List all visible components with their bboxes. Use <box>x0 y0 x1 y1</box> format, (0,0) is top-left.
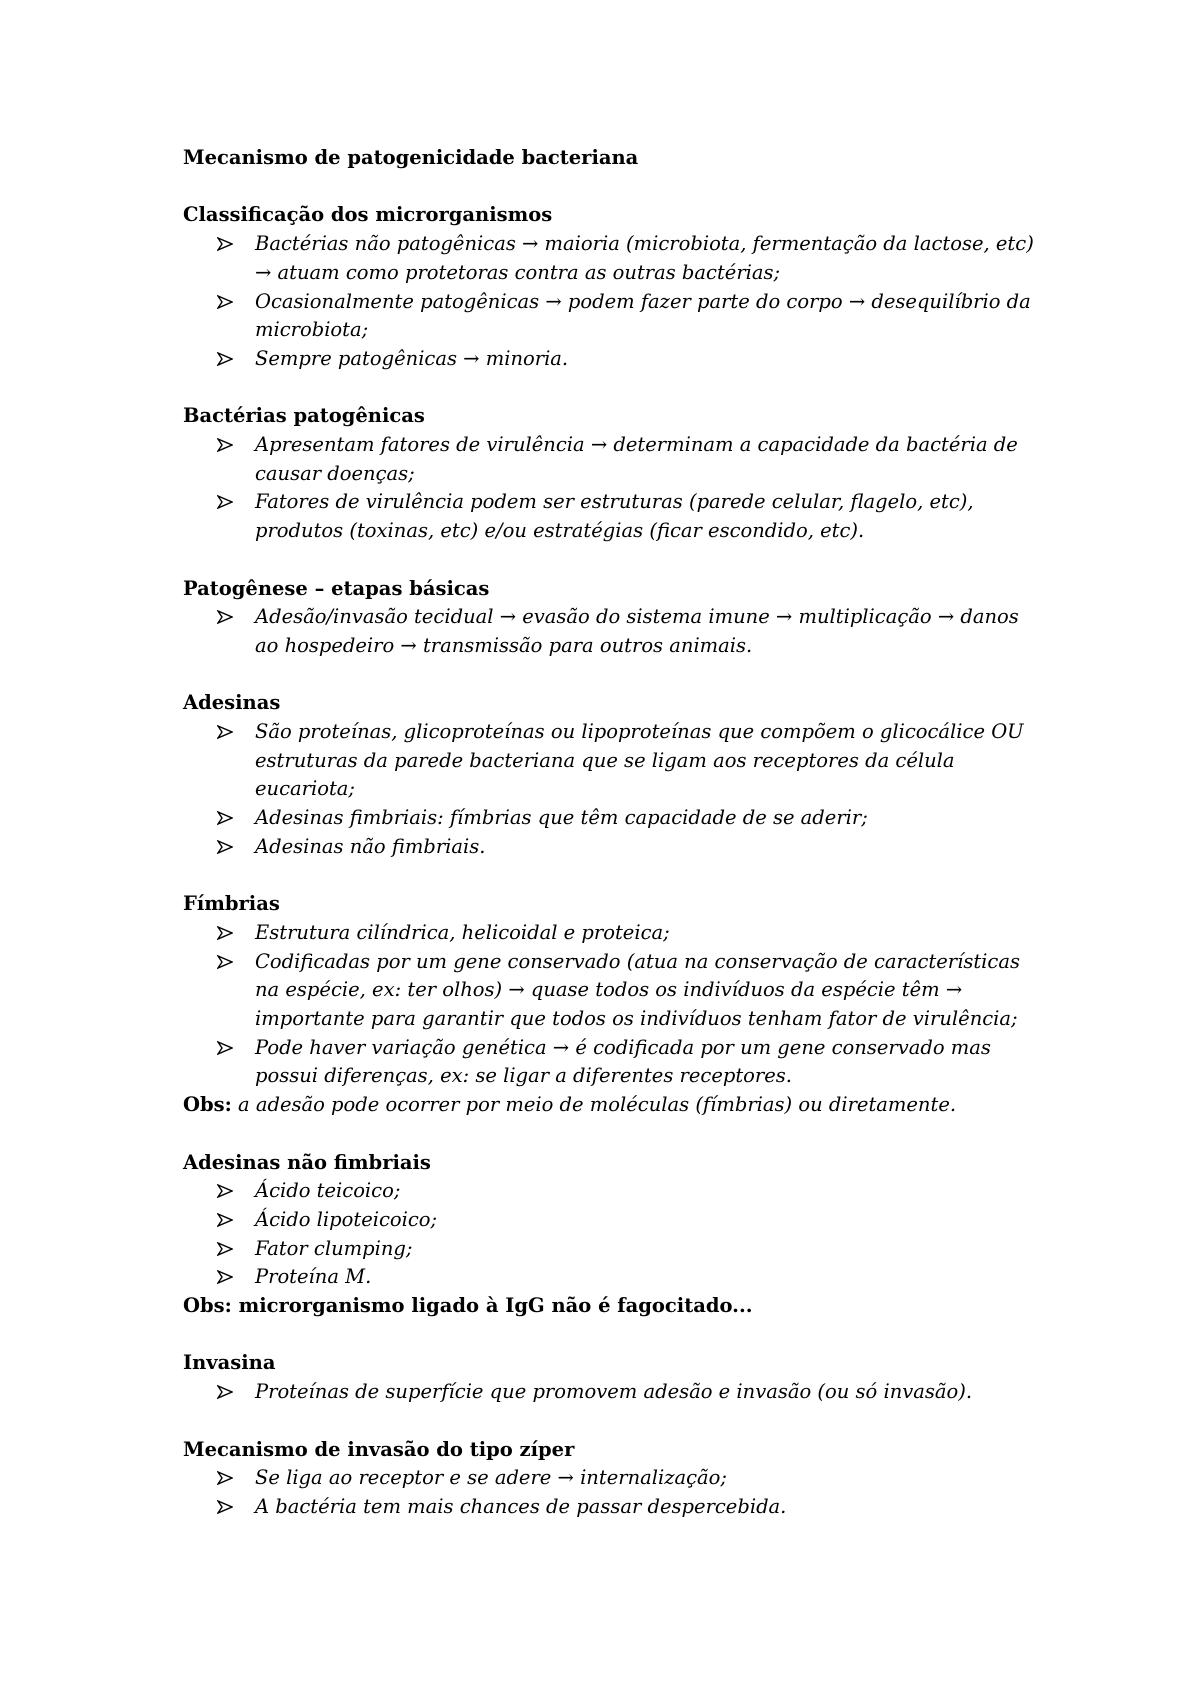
list-item: Fator clumping; <box>183 1235 1043 1264</box>
list-item: Sempre patogênicas → minoria. <box>183 345 1043 374</box>
arrowhead-bullet-icon <box>217 1041 233 1055</box>
page-title: Mecanismo de patogenicidade bacteriana <box>183 146 639 169</box>
section-invasina <box>183 1349 1043 1406</box>
bullet-list <box>183 230 1043 374</box>
document-page <box>183 144 1043 1522</box>
section-heading: Invasina <box>183 1351 276 1375</box>
arrowhead-bullet-icon <box>217 926 233 940</box>
arrowhead-bullet-icon <box>217 237 233 251</box>
section-heading: Mecanismo de invasão do tipo zíper <box>183 1437 575 1461</box>
list-item: Adesão/invasão tecidual → evasão do sistema imune → multiplicação → danos ao hospedeiro → transmissão para outros animais. <box>183 603 1043 660</box>
section-patogenese <box>183 575 1043 661</box>
section-heading: Fímbrias <box>183 892 280 916</box>
list-item: Se liga ao receptor e se adere → internalização; <box>183 1464 1043 1493</box>
arrowhead-bullet-icon <box>217 840 233 854</box>
arrowhead-bullet-icon <box>217 1242 233 1256</box>
list-item: Proteína M. <box>183 1263 1043 1292</box>
arrowhead-bullet-icon <box>217 610 233 624</box>
bullet-list <box>183 603 1043 660</box>
arrowhead-bullet-icon <box>217 1471 233 1485</box>
section-heading: Patogênese – etapas básicas <box>183 576 490 600</box>
list-item: A bactéria tem mais chances de passar despercebida. <box>183 1493 1043 1522</box>
bullet-list <box>183 718 1043 862</box>
obs-label: Obs: <box>183 1093 232 1117</box>
arrowhead-bullet-icon <box>217 295 233 309</box>
arrowhead-bullet-icon <box>217 1385 233 1399</box>
bullet-list <box>183 1177 1043 1292</box>
arrowhead-bullet-icon <box>217 725 233 739</box>
section-fimbrias <box>183 890 1043 1120</box>
bullet-list <box>183 919 1043 1091</box>
list-item: Estrutura cilíndrica, helicoidal e proteica; <box>183 919 1043 948</box>
list-item: Ácido lipoteicoico; <box>183 1206 1043 1235</box>
bullet-list <box>183 1378 1043 1407</box>
arrowhead-bullet-icon <box>217 955 233 969</box>
arrowhead-bullet-icon <box>217 1213 233 1227</box>
section-heading: Classificação dos microrganismos <box>183 203 553 227</box>
list-item: Fatores de virulência podem ser estruturas (parede celular, flagelo, etc), produtos (toxinas, etc) e/ou estratégias (ficar escondido, etc). <box>183 488 1043 545</box>
section-heading: Adesinas <box>183 691 281 715</box>
obs-text: a adesão pode ocorrer por meio de moléculas (fímbrias) ou diretamente. <box>231 1093 957 1117</box>
bullet-list <box>183 431 1043 546</box>
list-item: Apresentam fatores de virulência → determinam a capacidade da bactéria de causar doenças; <box>183 431 1043 488</box>
list-item: Pode haver variação genética → é codificada por um gene conservado mas possui diferenças, ex: se ligar a diferentes receptores. <box>183 1034 1043 1091</box>
list-item: Codificadas por um gene conservado (atua na conservação de características na espécie, ex: ter olhos) → quase todos os indivíduos da espécie têm → importante para garantir que todos os indivíduos tenham fator de virulência; <box>183 948 1043 1034</box>
list-item: Adesinas fimbriais: fímbrias que têm capacidade de se aderir; <box>183 804 1043 833</box>
arrowhead-bullet-icon <box>217 1184 233 1198</box>
arrowhead-bullet-icon <box>217 495 233 509</box>
obs-note <box>183 1292 1043 1321</box>
arrowhead-bullet-icon <box>217 1270 233 1284</box>
list-item: Ocasionalmente patogênicas → podem fazer parte do corpo → desequilíbrio da microbiota; <box>183 288 1043 345</box>
list-item: Bactérias não patogênicas → maioria (microbiota, fermentação da lactose, etc) → atuam como protetoras contra as outras bactérias; <box>183 230 1043 287</box>
obs-text: microrganismo ligado à IgG não é fagocitado... <box>231 1294 753 1318</box>
section-heading: Bactérias patogênicas <box>183 404 425 428</box>
arrowhead-bullet-icon <box>217 438 233 452</box>
section-bacterias-patogenicas <box>183 402 1043 546</box>
list-item: São proteínas, glicoproteínas ou lipoproteínas que compõem o glicocálice OU estruturas da parede bacteriana que se ligam aos receptores da célula eucariota; <box>183 718 1043 804</box>
list-item: Adesinas não fimbriais. <box>183 833 1043 862</box>
section-invasao-ziper <box>183 1436 1043 1522</box>
obs-label: Obs: <box>183 1294 232 1318</box>
list-item: Proteínas de superfície que promovem adesão e invasão (ou só invasão). <box>183 1378 1043 1407</box>
section-adesinas-nao-fimbriais <box>183 1149 1043 1321</box>
bullet-list <box>183 1464 1043 1521</box>
arrowhead-bullet-icon <box>217 352 233 366</box>
arrowhead-bullet-icon <box>217 1500 233 1514</box>
section-heading: Adesinas não fimbriais <box>183 1150 431 1174</box>
obs-note <box>183 1091 1043 1120</box>
arrowhead-bullet-icon <box>217 811 233 825</box>
list-item: Ácido teicoico; <box>183 1177 1043 1206</box>
section-classificacao <box>183 201 1043 373</box>
section-adesinas <box>183 689 1043 861</box>
